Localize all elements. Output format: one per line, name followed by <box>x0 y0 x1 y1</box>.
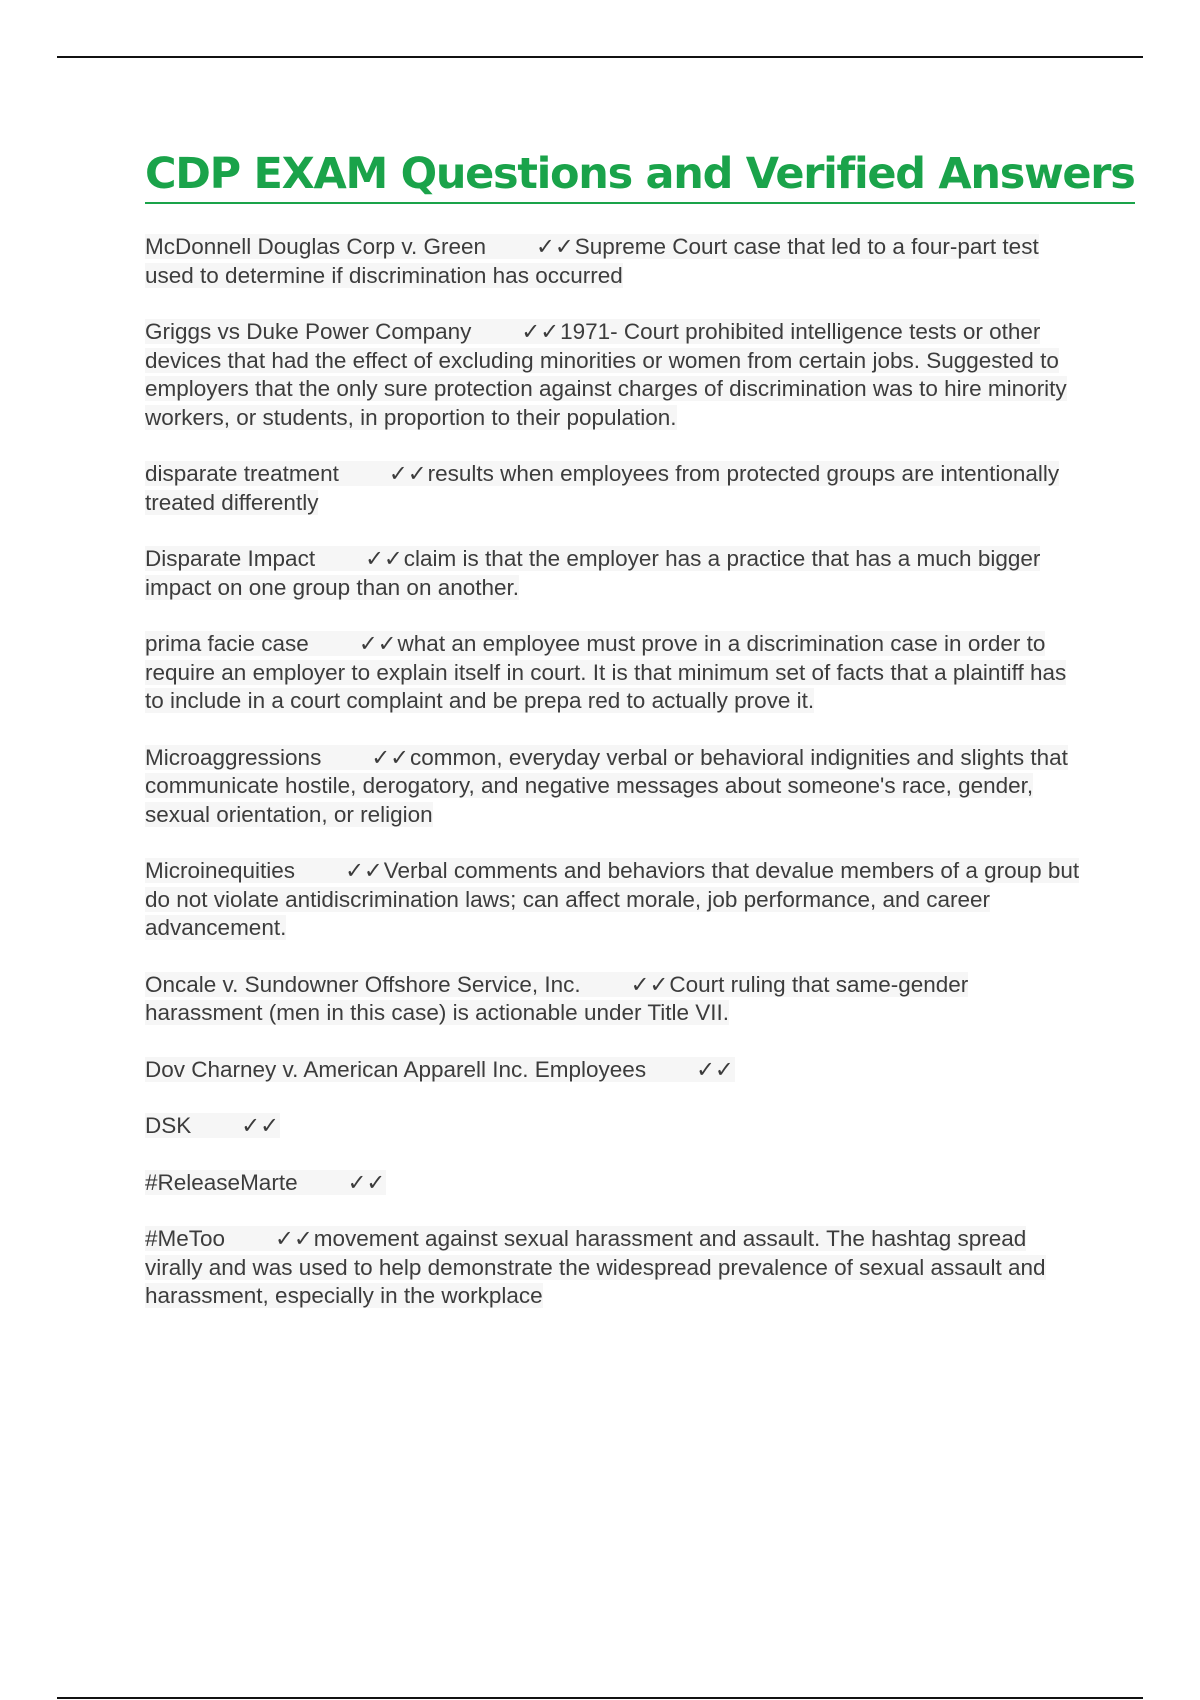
qa-entry <box>145 1056 1090 1085</box>
qa-term: prima facie case <box>145 631 309 656</box>
qa-definition: 1971- Court prohibited intelligence tests or other devices that had the effect of excluding minorities or women from certain jobs. Suggested to employers that the only sure protection against charges of discrimination was to hire minority workers, or students, in proportion to their population. <box>145 319 1067 430</box>
qa-term: #MeToo <box>145 1226 226 1251</box>
qa-entry-text <box>145 1170 386 1195</box>
check-icon: ✓✓ <box>371 744 410 770</box>
qa-entry-text <box>145 972 968 1026</box>
qa-entry <box>145 857 1090 943</box>
qa-term: Microaggressions <box>145 744 322 770</box>
check-icon: ✓✓ <box>388 461 427 486</box>
check-icon: ✓✓ <box>241 1113 279 1138</box>
qa-entry <box>145 744 1090 830</box>
page-title: CDP EXAM Questions and Verified Answers <box>145 148 1135 204</box>
qa-definition: Verbal comments and behaviors that devalue members of a group but do not violate antidiscrimination laws; can affect morale, job performance, and career advancement. <box>145 858 1080 940</box>
check-icon: ✓✓ <box>347 1169 386 1195</box>
qa-definition: results when employees from protected groups are intentionally treated differently <box>145 461 1060 515</box>
check-icon: ✓✓ <box>630 971 669 997</box>
qa-entry <box>145 1112 1090 1141</box>
qa-term: DSK <box>145 1113 192 1138</box>
qa-entry <box>145 1169 1090 1198</box>
qa-entry-text <box>145 1226 1046 1308</box>
qa-entry <box>145 318 1090 432</box>
qa-entry <box>145 545 1090 602</box>
check-icon: ✓✓ <box>535 234 574 259</box>
check-icon: ✓✓ <box>358 631 397 656</box>
qa-term: Griggs vs Duke Power Company <box>145 319 472 344</box>
check-icon: ✓✓ <box>521 319 560 344</box>
qa-term: McDonnell Douglas Corp v. Green <box>145 234 486 259</box>
check-icon: ✓✓ <box>365 546 403 571</box>
qa-entry-text <box>145 319 1067 430</box>
qa-definition: Supreme Court case that led to a four-part test used to determine if discrimination has occurred <box>145 234 1039 288</box>
qa-definition: movement against sexual harassment and assault. The hashtag spread virally and was used to help demonstrate the widespread prevalence of sexual assault and harassment, especially in the workplace <box>145 1226 1046 1308</box>
qa-entry <box>145 630 1090 716</box>
header-rule <box>57 56 1143 58</box>
qa-term: Microinequities <box>145 858 296 883</box>
qa-term: Disparate Impact <box>145 546 316 571</box>
check-icon: ✓✓ <box>275 1226 313 1251</box>
qa-entry-text <box>145 1057 735 1082</box>
qa-entry <box>145 971 1090 1028</box>
qa-entry-text <box>145 234 1039 288</box>
qa-entry-text <box>145 745 1068 827</box>
qa-entry <box>145 233 1090 290</box>
qa-definition: common, everyday verbal or behavioral indignities and slights that communicate hostile, derogatory, and negative messages about someone's race, gender, sexual orientation, or religion <box>145 744 1068 827</box>
qa-term: disparate treatment <box>145 461 339 486</box>
qa-entry-text <box>145 631 1066 713</box>
qa-list <box>145 233 1090 1339</box>
qa-term: #ReleaseMarte <box>145 1169 298 1195</box>
qa-definition: claim is that the employer has a practice that has a much bigger impact on one group than on another. <box>145 546 1041 600</box>
qa-entry-text <box>145 546 1040 600</box>
qa-entry-text <box>145 858 1079 940</box>
qa-entry-text <box>145 1113 280 1138</box>
qa-entry-text <box>145 461 1059 515</box>
qa-entry <box>145 460 1090 517</box>
check-icon: ✓✓ <box>345 858 383 883</box>
check-icon: ✓✓ <box>696 1056 734 1082</box>
qa-term: Dov Charney v. American Apparell Inc. Employees <box>145 1056 647 1082</box>
footer-rule <box>57 1697 1143 1699</box>
qa-definition: Court ruling that same-gender harassment (men in this case) is actionable under Title VII. <box>145 971 969 1025</box>
qa-entry <box>145 1225 1090 1311</box>
qa-definition: what an employee must prove in a discrimination case in order to require an employer to explain itself in court. It is that minimum set of facts that a plaintiff has to include in a court complaint and be prepa red to actually prove it. <box>145 631 1067 713</box>
qa-term: Oncale v. Sundowner Offshore Service, Inc. <box>145 971 581 997</box>
